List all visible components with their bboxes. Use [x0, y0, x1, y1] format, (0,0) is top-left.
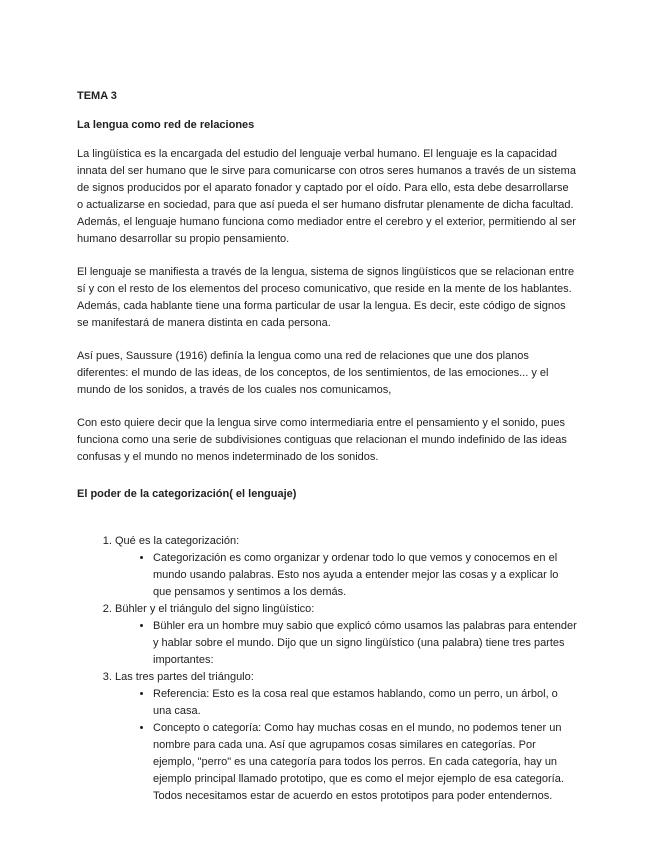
list-item	[115, 533, 577, 601]
list-item	[115, 669, 577, 805]
list-item	[115, 601, 577, 669]
numbered-list	[77, 533, 577, 805]
list-item-title: Bühler y el triángulo del signo lingüístico:	[115, 603, 315, 615]
bullet-list	[115, 618, 577, 669]
paragraph-saussure: Así pues, Saussure (1916) definía la lengua como una red de relaciones que une dos planos diferentes: el mundo de las ideas, de los conceptos, de los sentimientos, de las emociones... y el mundo de los sonidos, a través de los cuales nos comunicamos,	[77, 350, 549, 396]
list-item-title: Las tres partes del triángulo:	[115, 671, 254, 683]
list-item-title: Qué es la categorización:	[115, 535, 240, 547]
bullet-item: • Categorización es como organizar y ordenar todo lo que vemos y conocemos en el mundo usando palabras. Esto nos ayuda a entender mejor las cosas y a explicar lo que pensamos y sentimos a los demás.	[153, 550, 577, 601]
bullet-item: • Referencia: Esto es la cosa real que estamos hablando, como un perro, un árbol, o una casa.	[153, 686, 577, 720]
document-content	[77, 88, 577, 805]
bullet-list	[115, 686, 577, 805]
section-title-lengua: La lengua como red de relaciones	[77, 119, 255, 131]
bullet-list	[115, 550, 577, 601]
topic-heading: TEMA 3	[77, 90, 117, 102]
section-title-categorizacion: El poder de la categorización( el lenguaje)	[77, 488, 297, 500]
bullet-item: • Concepto o categoría: Como hay muchas cosas en el mundo, no podemos tener un nombre para cada una. Así que agrupamos cosas similares en categorías. Por ejemplo, "perro" es una categoría para todos los perros. En cada categoría, hay un ejemplo principal llamado prototipo, que es como el mejor ejemplo de esa categoría. Todos necesitamos estar de acuerdo en estos prototipos para poder entendernos.	[153, 720, 577, 805]
paragraph-linguistica: La lingüística es la encargada del estudio del lenguaje verbal humano. El lenguaje es la capacidad innata del ser humano que le sirve para comunicarse con otros seres humanos a través de un sistema de signos producidos por el aparato fonador y captado por el oído. Para ello, esta debe desarrollarse o actualizarse en sociedad, para que así pueda el ser humano disfrutar plenamente de dicha facultad. Además, el lenguaje humano funciona como mediador entre el cerebro y el exterior, permitiendo al ser humano desarrollar su propio pensamiento.	[77, 148, 576, 245]
paragraph-intermediaria: Con esto quiere decir que la lengua sirve como intermediaria entre el pensamiento y el sonido, pues funciona como una serie de subdivisiones contiguas que relacionan el mundo indefinido de las ideas confusas y el mundo no menos indeterminado de los sonidos.	[77, 417, 567, 463]
bullet-item: • Bühler era un hombre muy sabio que explicó cómo usamos las palabras para entender y hablar sobre el mundo. Dijo que un signo lingüístico (una palabra) tiene tres partes importantes:	[153, 618, 577, 669]
paragraph-lenguaje-lengua: El lenguaje se manifiesta a través de la lengua, sistema de signos lingüísticos que se relacionan entre sí y con el resto de los elementos del proceso comunicativo, que reside en la mente de los hablantes. Además, cada hablante tiene una forma particular de usar la lengua. Es decir, este código de signos se manifestará de manera distinta en cada persona.	[77, 266, 575, 329]
